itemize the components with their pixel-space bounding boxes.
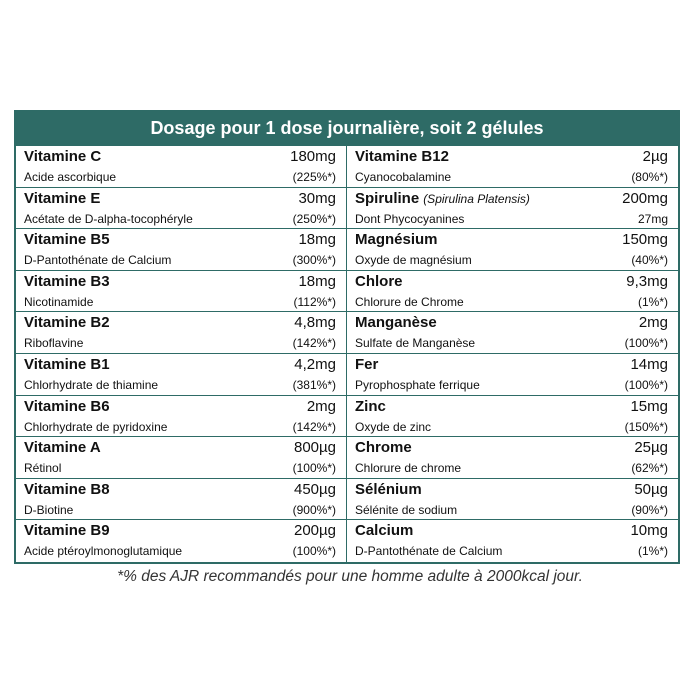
nutrient-form: Acide ptéroylmonoglutamique: [24, 544, 183, 559]
nutrient-form: Acide ascorbique: [24, 170, 117, 184]
nutrient-name: Zinc: [355, 397, 386, 415]
nutrient-name: Fer: [355, 355, 379, 373]
nutrient-amount: 18mg: [298, 272, 336, 290]
nutrient-percent: (62%*): [631, 461, 668, 476]
nutrient-name: Vitamine B2: [24, 314, 110, 332]
nutrient-form: Chlorhydrate de thiamine: [24, 377, 159, 392]
nutrient-percent: (142%*): [292, 336, 336, 351]
nutrient-amount: 200µg: [293, 522, 336, 540]
nutrient-form: D-Biotine: [24, 502, 74, 517]
nutrient-amount: 4,8mg: [294, 314, 336, 332]
nutrient-percent: (1%*): [637, 294, 668, 309]
nutrient-name: Sélénium: [355, 480, 422, 498]
nutrient-name: Chrome: [355, 439, 412, 457]
nutrient-name: Vitamine B9: [24, 522, 110, 540]
table-cell: [16, 479, 347, 521]
nutrient-form: Acétate de D-alpha-tocophéryle: [24, 211, 193, 226]
nutrient-percent: (900%*): [292, 502, 336, 517]
table-cell: [16, 520, 347, 562]
nutrient-form: Sulfate de Manganèse: [355, 336, 476, 351]
nutrient-name: Spiruline: [355, 189, 420, 207]
table-cell: [16, 312, 347, 354]
table-cell: [16, 396, 347, 438]
nutrient-form: D-Pantothénate de Calcium: [355, 544, 503, 559]
nutrient-amount: 15mg: [630, 397, 668, 415]
nutrient-percent: 27mg: [637, 211, 668, 226]
nutrient-percent: (150%*): [624, 419, 668, 434]
table-cell: [347, 437, 678, 479]
table-cell: [347, 229, 678, 271]
nutrient-percent: (225%*): [292, 170, 336, 184]
nutrient-form: Chlorhydrate de pyridoxine: [24, 419, 168, 434]
nutrient-percent: (300%*): [292, 253, 336, 268]
nutrient-amount: 4,2mg: [294, 355, 336, 373]
table-cell: [347, 146, 678, 188]
nutrient-percent: (142%*): [292, 419, 336, 434]
table-cell: [16, 437, 347, 479]
nutrient-form: Oxyde de zinc: [355, 419, 432, 434]
nutrient-amount: 180mg: [290, 148, 336, 165]
nutrient-form: Cyanocobalamine: [355, 170, 452, 184]
nutrient-form: Sélénite de sodium: [355, 502, 458, 517]
table-cell: [16, 188, 347, 230]
nutrient-amount: 25µg: [634, 439, 668, 457]
nutrient-percent: (100%*): [624, 336, 668, 351]
nutrient-form: D-Pantothénate de Calcium: [24, 253, 172, 268]
nutrient-percent: (100%*): [292, 461, 336, 476]
table-cell: [16, 271, 347, 313]
nutrient-percent: (40%*): [631, 253, 668, 268]
nutrient-name: Manganèse: [355, 314, 437, 332]
table-cell: [347, 271, 678, 313]
nutrient-form: Pyrophosphate ferrique: [355, 377, 480, 392]
nutrient-name: Vitamine A: [24, 439, 101, 457]
nutrient-name: Vitamine B6: [24, 397, 110, 415]
nutrient-percent: (80%*): [631, 170, 668, 184]
nutrient-amount: 18mg: [298, 231, 336, 249]
nutrient-latin: (Spirulina Platensis): [423, 191, 530, 206]
nutrient-name: Vitamine B1: [24, 355, 110, 373]
nutrient-percent: (100%*): [292, 544, 336, 559]
nutrient-percent: (90%*): [631, 502, 668, 517]
footnote: *% des AJR recommandés pour une homme adulte à 2000kcal jour.: [117, 568, 583, 585]
table-cell: [16, 229, 347, 271]
dosage-table: [14, 110, 680, 564]
nutrient-percent: (112%*): [293, 294, 336, 309]
nutrient-form: Oxyde de magnésium: [355, 253, 472, 268]
nutrient-amount: 2mg: [306, 397, 336, 415]
table-header: Dosage pour 1 dose journalière, soit 2 gélules: [16, 112, 678, 146]
nutrient-form: Nicotinamide: [24, 294, 94, 309]
nutrient-name: Magnésium: [355, 231, 438, 249]
table-cell: [347, 479, 678, 521]
nutrient-amount: 450µg: [293, 480, 336, 498]
nutrient-amount: 9,3mg: [626, 272, 668, 290]
nutrient-amount: 14mg: [630, 355, 668, 373]
nutrient-name: Calcium: [355, 522, 414, 540]
table-cell: [347, 188, 678, 230]
nutrient-form: Rétinol: [24, 461, 62, 476]
nutrient-form: Chlorure de Chrome: [355, 294, 464, 309]
nutrient-amount: 800µg: [293, 439, 336, 457]
nutrient-form: Riboflavine: [24, 336, 84, 351]
nutrient-form: Chlorure de chrome: [355, 461, 462, 476]
table-cell: [347, 312, 678, 354]
table-cell: [347, 520, 678, 562]
nutrient-name: Vitamine B3: [24, 272, 110, 290]
nutrient-percent: (1%*): [637, 544, 668, 559]
nutrient-name: Vitamine B8: [24, 480, 110, 498]
nutrient-name: Vitamine B12: [355, 148, 449, 165]
nutrient-name: Vitamine C: [24, 148, 102, 165]
table-cell: [347, 354, 678, 396]
table-cell: [16, 146, 347, 188]
table-grid: [16, 146, 678, 562]
table-cell: [16, 354, 347, 396]
nutrient-amount: 10mg: [630, 522, 668, 540]
nutrient-amount: 2mg: [638, 314, 668, 332]
nutrient-amount: 30mg: [298, 189, 336, 207]
nutrient-percent: (250%*): [292, 211, 336, 226]
nutrient-percent: (381%*): [292, 377, 336, 392]
nutrient-name: Chlore: [355, 272, 403, 290]
nutrient-amount: 150mg: [622, 231, 668, 249]
nutrient-name: Vitamine B5: [24, 231, 110, 249]
nutrient-name: Vitamine E: [24, 189, 101, 207]
nutrient-amount: 50µg: [634, 480, 668, 498]
nutrient-percent: (100%*): [624, 377, 668, 392]
table-cell: [347, 396, 678, 438]
nutrient-form: Dont Phycocyanines: [355, 211, 465, 226]
nutrient-amount: 2µg: [642, 148, 668, 165]
nutrient-amount: 200mg: [622, 189, 668, 207]
